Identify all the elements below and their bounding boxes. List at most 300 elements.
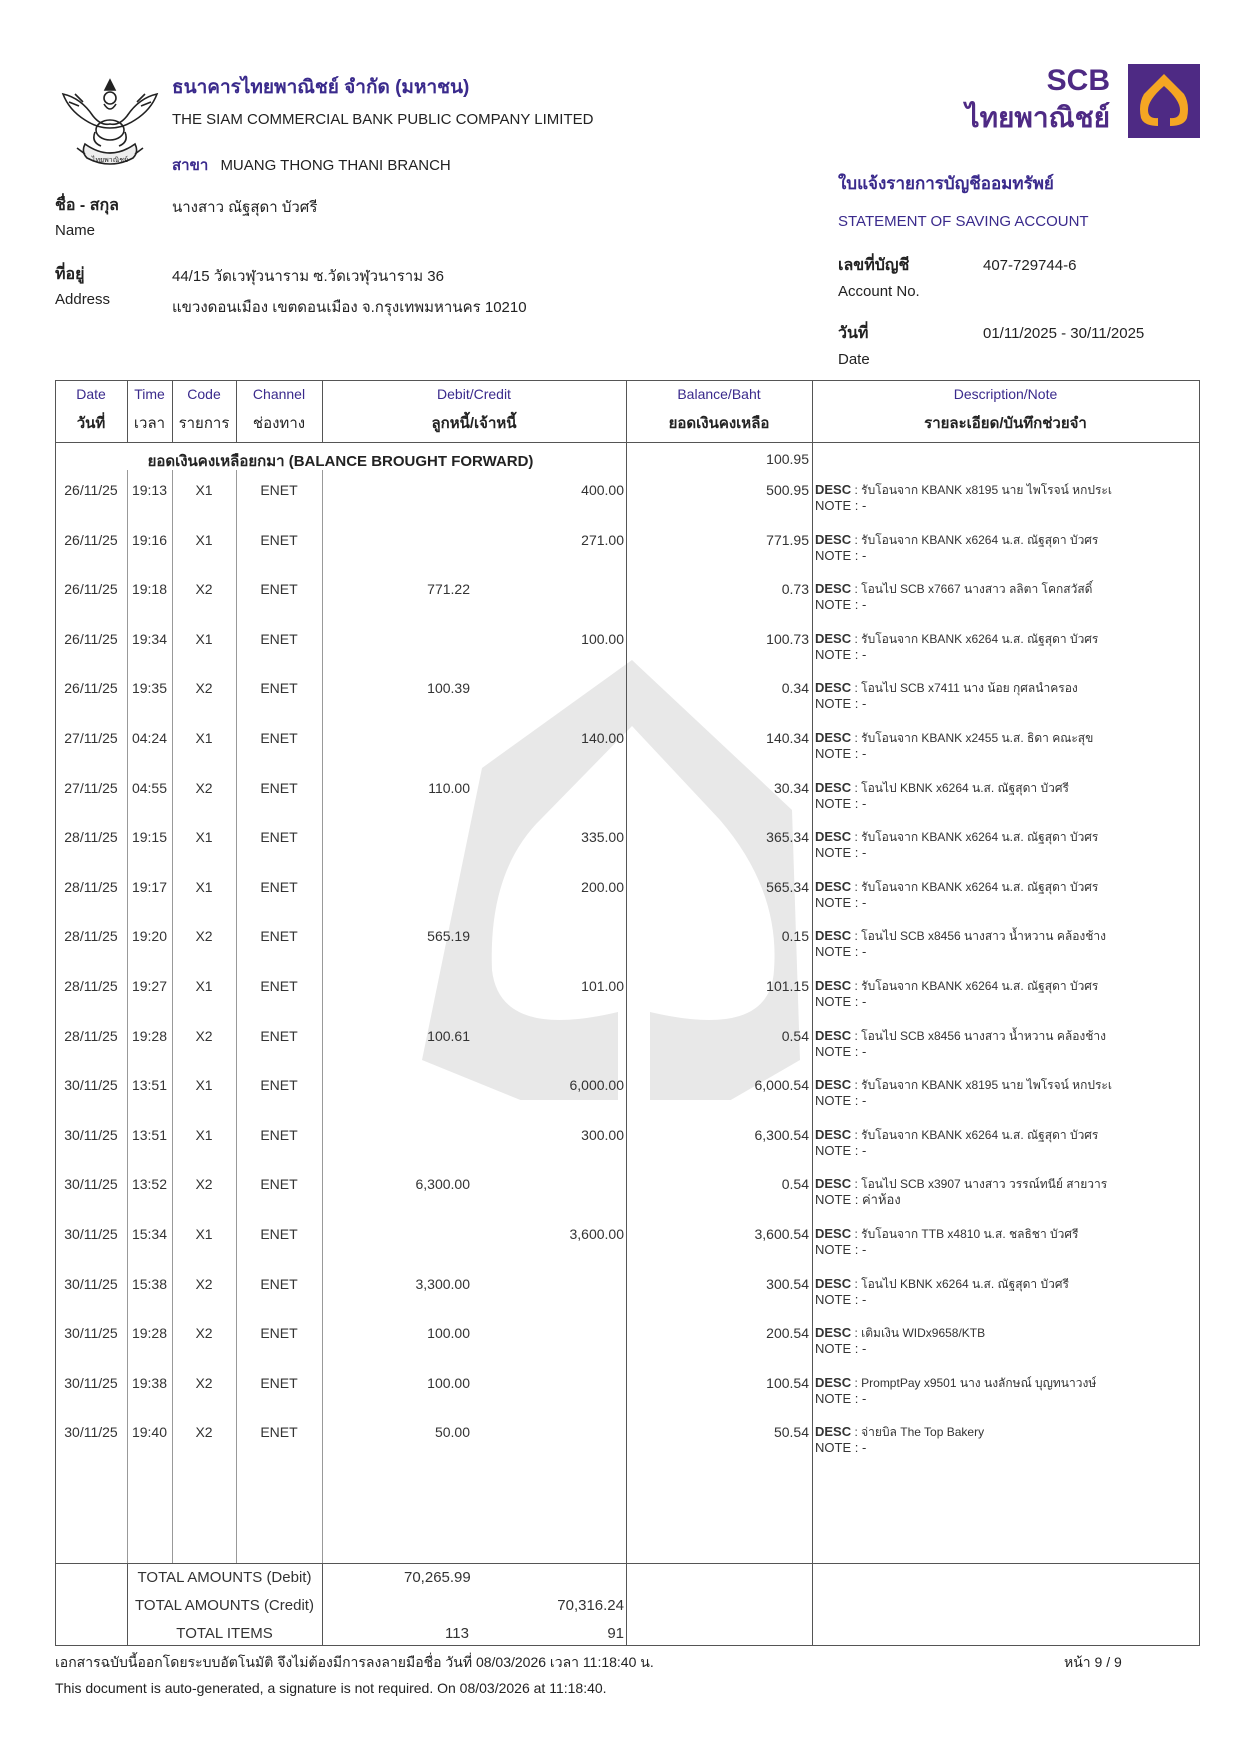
note-line: NOTE : - — [815, 845, 867, 860]
row-balance: 200.54 — [766, 1325, 809, 1341]
row-debit: 100.39 — [427, 680, 470, 696]
customer-name: นางสาว ณัฐสุดา บัวศรี — [172, 199, 318, 216]
note-line: NOTE : - — [815, 1391, 867, 1406]
note-line: NOTE : - — [815, 696, 867, 711]
row-balance: 500.95 — [766, 482, 809, 498]
note-prefix: NOTE — [815, 1192, 852, 1207]
row-description — [815, 780, 1069, 812]
desc-prefix: DESC — [815, 1375, 852, 1390]
row-description — [815, 730, 1093, 762]
row-balance: 0.34 — [781, 680, 809, 696]
row-description — [815, 482, 1112, 514]
scb-logo — [960, 64, 1200, 138]
note-line: NOTE : - — [815, 647, 867, 662]
desc-text: โอนไป SCB x8456 นางสาว น้ำหวาน คล้องช้าง — [861, 929, 1107, 943]
desc-text: รับโอนจาก KBANK x6264 น.ส. ณัฐสุดา บัวศร — [861, 830, 1099, 844]
desc-prefix: DESC — [815, 532, 852, 547]
note-prefix: NOTE — [815, 1440, 852, 1455]
desc-prefix: DESC — [815, 780, 852, 795]
logo-badge — [1128, 64, 1200, 138]
row-time: 19:17 — [131, 879, 168, 895]
row-credit: 101.00 — [581, 978, 624, 994]
column-header-balance: Balance/Baht ยอดเงินคงเหลือ — [668, 386, 770, 432]
row-balance: 101.15 — [766, 978, 809, 994]
row-balance: 50.54 — [773, 1424, 809, 1440]
statement-title-th: ใบแจ้งรายการบัญชีออมทรัพย์ — [838, 174, 1054, 193]
desc-text: รับโอนจาก KBANK x8195 นาย ไพโรจน์ หกประเ — [861, 483, 1112, 497]
row-date: 30/11/25 — [64, 1226, 118, 1242]
note-line: NOTE : - — [815, 796, 867, 811]
desc-prefix: DESC — [815, 1176, 852, 1191]
desc-prefix: DESC — [815, 1028, 852, 1043]
row-time: 15:34 — [131, 1226, 168, 1242]
desc-line: DESC : โอนไป KBNK x6264 น.ส. ณัฐสุดา บัวศรี — [815, 780, 1069, 795]
row-date: 26/11/25 — [64, 680, 118, 696]
row-description — [815, 1424, 984, 1456]
date-label-th: วันที่ — [838, 325, 869, 342]
desc-line: DESC : รับโอนจาก KBANK x2455 น.ส. ธิดา คณะสุข — [815, 730, 1094, 745]
footer-notice-th: เอกสารฉบับนี้ออกโดยระบบอัตโนมัติ จึงไม่ต้องมีการลงลายมือชื่อ วันที่ 08/03/2026 เวลา 11:18:40 น. — [55, 1654, 654, 1670]
row-code: X1 — [195, 532, 213, 548]
desc-prefix: DESC — [815, 1077, 852, 1092]
row-date: 26/11/25 — [64, 581, 118, 597]
balance-brought-forward-label: ยอดเงินคงเหลือยกมา (BALANCE BROUGHT FORWARD) — [147, 453, 534, 470]
row-credit: 3,600.00 — [569, 1226, 624, 1242]
row-credit: 271.00 — [581, 532, 624, 548]
row-date: 30/11/25 — [64, 1424, 118, 1440]
account-number: 407-729744-6 — [983, 257, 1077, 274]
row-credit: 400.00 — [581, 482, 624, 498]
note-prefix: NOTE — [815, 597, 852, 612]
note-line: NOTE : - — [815, 1143, 867, 1158]
row-code: X2 — [195, 1375, 213, 1391]
desc-prefix: DESC — [815, 928, 852, 943]
desc-prefix: DESC — [815, 1226, 852, 1241]
row-time: 15:38 — [131, 1276, 168, 1292]
desc-line: DESC : โอนไป KBNK x6264 น.ส. ณัฐสุดา บัวศรี — [815, 1276, 1069, 1291]
row-time: 19:20 — [131, 928, 168, 944]
note-text: - — [861, 597, 867, 612]
note-text: - — [861, 895, 867, 910]
row-time: 19:16 — [131, 532, 168, 548]
row-balance: 0.54 — [781, 1028, 809, 1044]
row-time: 19:40 — [131, 1424, 168, 1440]
desc-text: รับโอนจาก KBANK x6264 น.ส. ณัฐสุดา บัวศร — [861, 632, 1099, 646]
note-text: - — [861, 1440, 867, 1455]
note-prefix: NOTE — [815, 1341, 852, 1356]
address-label-th: ที่อยู่ — [55, 266, 85, 283]
row-channel: ENET — [260, 928, 298, 944]
note-prefix: NOTE — [815, 696, 852, 711]
row-date: 28/11/25 — [64, 978, 118, 994]
note-text: - — [861, 845, 867, 860]
desc-prefix: DESC — [815, 1127, 852, 1142]
row-time: 13:51 — [131, 1127, 168, 1143]
note-text: - — [861, 746, 867, 761]
row-code: X1 — [195, 631, 213, 647]
row-code: X2 — [195, 1176, 213, 1192]
row-time: 13:52 — [131, 1176, 168, 1192]
desc-line: DESC : โอนไป SCB x8456 นางสาว น้ำหวาน คล้องช้าง — [815, 1028, 1107, 1043]
row-debit: 6,300.00 — [415, 1176, 470, 1192]
statement-title-en: STATEMENT OF SAVING ACCOUNT — [838, 213, 1089, 230]
row-balance: 6,000.54 — [754, 1077, 809, 1093]
row-code: X1 — [195, 482, 213, 498]
total-debit-value: 70,265.99 — [404, 1569, 471, 1586]
note-text: - — [861, 1341, 867, 1356]
desc-line: DESC : โอนไป SCB x8456 นางสาว น้ำหวาน คล้องช้าง — [815, 928, 1107, 943]
row-time: 04:24 — [131, 730, 168, 746]
row-description — [815, 1375, 1096, 1407]
row-description — [815, 581, 1092, 613]
total-credit-label: TOTAL AMOUNTS (Credit) — [135, 1597, 314, 1614]
note-text: - — [861, 796, 867, 811]
row-channel: ENET — [260, 978, 298, 994]
logo-text-th: ไทยพาณิชย์ — [965, 102, 1110, 133]
note-line: NOTE : - — [815, 498, 867, 513]
note-prefix: NOTE — [815, 796, 852, 811]
desc-line: DESC : รับโอนจาก KBANK x8195 นาย ไพโรจน์ หกประเ — [815, 482, 1112, 497]
row-description — [815, 1127, 1098, 1159]
row-code: X2 — [195, 1276, 213, 1292]
desc-prefix: DESC — [815, 680, 852, 695]
note-text: - — [861, 1292, 867, 1307]
desc-text: รับโอนจาก KBANK x6264 น.ส. ณัฐสุดา บัวศร — [861, 533, 1099, 547]
note-line: NOTE : - — [815, 895, 867, 910]
row-date: 28/11/25 — [64, 879, 118, 895]
note-text: - — [861, 498, 867, 513]
column-header-description: Description/Note รายละเอียด/บันทึกช่วยจำ — [924, 386, 1087, 432]
address-line-2: แขวงดอนเมือง เขตดอนเมือง จ.กรุงเทพมหานคร 10210 — [172, 299, 527, 316]
column-header-debit-credit: Debit/Credit ลูกหนี้/เจ้าหนี้ — [431, 386, 517, 432]
row-balance: 100.73 — [766, 631, 809, 647]
column-header-time: Time เวลา — [133, 386, 166, 432]
desc-prefix: DESC — [815, 1424, 852, 1439]
desc-line: DESC : รับโอนจาก KBANK x8195 นาย ไพโรจน์ หกประเ — [815, 1077, 1112, 1092]
desc-line: DESC : PromptPay x9501 นาง นงลักษณ์ บุญทนาวงษ์ — [815, 1375, 1097, 1390]
row-credit: 140.00 — [581, 730, 624, 746]
desc-text: PromptPay x9501 นาง นงลักษณ์ บุญทนาวงษ์ — [861, 1376, 1097, 1390]
row-code: X1 — [195, 829, 213, 845]
row-code: X2 — [195, 1325, 213, 1341]
note-prefix: NOTE — [815, 498, 852, 513]
note-prefix: NOTE — [815, 1242, 852, 1257]
row-balance: 0.73 — [781, 581, 809, 597]
row-balance: 0.15 — [781, 928, 809, 944]
row-credit: 200.00 — [581, 879, 624, 895]
desc-prefix: DESC — [815, 581, 852, 596]
name-label-en: Name — [55, 222, 96, 239]
row-description — [815, 1176, 1107, 1208]
note-line: NOTE : ค่าห้อง — [815, 1192, 901, 1207]
note-line: NOTE : - — [815, 1292, 867, 1307]
row-code: X1 — [195, 1226, 213, 1242]
svg-text:ไทยพาณิชย์: ไทยพาณิชย์ — [91, 156, 129, 164]
desc-prefix: DESC — [815, 730, 852, 745]
row-channel: ENET — [260, 1176, 298, 1192]
desc-prefix: DESC — [815, 631, 852, 646]
row-credit: 300.00 — [581, 1127, 624, 1143]
desc-prefix: DESC — [815, 829, 852, 844]
desc-line: DESC : รับโอนจาก KBANK x6264 น.ส. ณัฐสุดา บัวศร — [815, 829, 1099, 844]
desc-line: DESC : รับโอนจาก TTB x4810 น.ส. ชลธิชา บัวศรี — [815, 1226, 1079, 1241]
note-prefix: NOTE — [815, 845, 852, 860]
bank-name-english: THE SIAM COMMERCIAL BANK PUBLIC COMPANY LIMITED — [172, 111, 594, 128]
row-code: X2 — [195, 928, 213, 944]
date-range: 01/11/2025 - 30/11/2025 — [983, 325, 1145, 342]
note-text: - — [861, 548, 867, 563]
note-prefix: NOTE — [815, 1143, 852, 1158]
row-date: 28/11/25 — [64, 829, 118, 845]
note-text: - — [861, 994, 867, 1009]
row-description — [815, 829, 1098, 861]
row-credit: 335.00 — [581, 829, 624, 845]
desc-text: โอนไป SCB x7411 นาง น้อย กุศลนำครอง — [861, 681, 1078, 695]
row-channel: ENET — [260, 1375, 298, 1391]
desc-text: โอนไป SCB x3907 นางสาว วรรณ์ทนีย์ สายวาร — [861, 1177, 1108, 1191]
row-code: X2 — [195, 1424, 213, 1440]
row-date: 28/11/25 — [64, 1028, 118, 1044]
date-label-en: Date — [838, 351, 870, 368]
row-code: X1 — [195, 1127, 213, 1143]
desc-line: DESC : รับโอนจาก KBANK x6264 น.ส. ณัฐสุดา บัวศร — [815, 879, 1099, 894]
note-prefix: NOTE — [815, 1292, 852, 1307]
bank-emblem — [55, 72, 165, 172]
note-line: NOTE : - — [815, 597, 867, 612]
row-channel: ENET — [260, 879, 298, 895]
column-header-channel: Channel ช่องทาง — [252, 386, 306, 432]
branch-value: MUANG THONG THANI BRANCH — [220, 157, 451, 174]
note-line: NOTE : - — [815, 746, 867, 761]
desc-text: เติมเงิน WIDx9658/KTB — [861, 1326, 986, 1340]
row-date: 27/11/25 — [64, 730, 118, 746]
account-label-th: เลขที่บัญชี — [838, 257, 910, 274]
row-balance: 300.54 — [766, 1276, 809, 1292]
desc-prefix: DESC — [815, 1276, 852, 1291]
row-description — [815, 680, 1078, 712]
row-debit: 50.00 — [434, 1424, 470, 1440]
row-date: 30/11/25 — [64, 1127, 118, 1143]
note-prefix: NOTE — [815, 1044, 852, 1059]
row-debit: 771.22 — [427, 581, 470, 597]
row-balance: 0.54 — [781, 1176, 809, 1192]
desc-line: DESC : โอนไป SCB x7667 นางสาว ลลิตา โคกสวัสดิ์ — [815, 581, 1093, 596]
note-text: - — [861, 647, 867, 662]
row-channel: ENET — [260, 680, 298, 696]
note-prefix: NOTE — [815, 548, 852, 563]
footer-notice-en: This document is auto-generated, a signature is not required. On 08/03/2026 at 11:18:40. — [55, 1680, 607, 1696]
row-time: 19:18 — [131, 581, 168, 597]
row-balance: 3,600.54 — [754, 1226, 809, 1242]
row-code: X1 — [195, 879, 213, 895]
row-date: 26/11/25 — [64, 482, 118, 498]
row-description — [815, 1028, 1106, 1060]
bank-name-thai: ธนาคารไทยพาณิชย์ จำกัด (มหาชน) — [172, 77, 470, 98]
row-description — [815, 1077, 1112, 1109]
row-time: 19:15 — [131, 829, 168, 845]
row-description — [815, 631, 1098, 663]
note-line: NOTE : - — [815, 1440, 867, 1455]
row-date: 26/11/25 — [64, 631, 118, 647]
total-items-credit: 91 — [607, 1625, 624, 1642]
note-line: NOTE : - — [815, 1341, 867, 1356]
row-balance: 771.95 — [766, 532, 809, 548]
row-date: 27/11/25 — [64, 780, 118, 796]
row-code: X1 — [195, 1077, 213, 1093]
row-code: X1 — [195, 978, 213, 994]
total-items-label: TOTAL ITEMS — [176, 1625, 273, 1642]
balance-brought-forward-value: 100.95 — [766, 451, 809, 467]
total-items-debit: 113 — [445, 1625, 469, 1642]
note-line: NOTE : - — [815, 1044, 867, 1059]
row-time: 19:38 — [131, 1375, 168, 1391]
desc-line: DESC : รับโอนจาก KBANK x6264 น.ส. ณัฐสุดา บัวศร — [815, 631, 1099, 646]
row-balance: 6,300.54 — [754, 1127, 809, 1143]
row-debit: 565.19 — [427, 928, 470, 944]
note-line: NOTE : - — [815, 944, 867, 959]
note-text: - — [861, 1391, 867, 1406]
row-channel: ENET — [260, 829, 298, 845]
note-line: NOTE : - — [815, 1242, 867, 1257]
row-credit: 6,000.00 — [569, 1077, 624, 1093]
total-debit-label: TOTAL AMOUNTS (Debit) — [137, 1569, 312, 1586]
desc-text: โอนไป KBNK x6264 น.ส. ณัฐสุดา บัวศรี — [861, 781, 1069, 795]
row-balance: 140.34 — [766, 730, 809, 746]
row-balance: 365.34 — [766, 829, 809, 845]
row-channel: ENET — [260, 581, 298, 597]
row-channel: ENET — [260, 780, 298, 796]
note-text: - — [861, 1093, 867, 1108]
note-line: NOTE : - — [815, 994, 867, 1009]
address-label-en: Address — [55, 291, 111, 308]
desc-text: จ่ายบิล The Top Bakery — [861, 1425, 985, 1439]
row-code: X2 — [195, 1028, 213, 1044]
branch-label: สาขา — [172, 157, 209, 174]
note-prefix: NOTE — [815, 746, 852, 761]
row-channel: ENET — [260, 1276, 298, 1292]
address-line-1: 44/15 วัดเวฬุวนาราม ซ.วัดเวฬุวนาราม 36 — [172, 268, 444, 285]
row-channel: ENET — [260, 1226, 298, 1242]
desc-prefix: DESC — [815, 482, 852, 497]
note-text: - — [861, 696, 867, 711]
desc-line: DESC : รับโอนจาก KBANK x6264 น.ส. ณัฐสุดา บัวศร — [815, 532, 1099, 547]
row-date: 28/11/25 — [64, 928, 118, 944]
account-label-en: Account No. — [838, 283, 920, 300]
row-date: 26/11/25 — [64, 532, 118, 548]
branch — [172, 153, 451, 177]
desc-text: รับโอนจาก KBANK x2455 น.ส. ธิดา คณะสุข — [861, 731, 1094, 745]
note-prefix: NOTE — [815, 994, 852, 1009]
desc-text: โอนไป SCB x8456 นางสาว น้ำหวาน คล้องช้าง — [861, 1029, 1107, 1043]
row-code: X2 — [195, 780, 213, 796]
row-channel: ENET — [260, 1077, 298, 1093]
row-time: 19:28 — [131, 1325, 168, 1341]
row-description — [815, 532, 1098, 564]
desc-line: DESC : เติมเงิน WIDx9658/KTB — [815, 1325, 986, 1340]
desc-line: DESC : โอนไป SCB x7411 นาง น้อย กุศลนำครอง — [815, 680, 1078, 695]
row-channel: ENET — [260, 482, 298, 498]
desc-text: รับโอนจาก KBANK x8195 นาย ไพโรจน์ หกประเ — [861, 1078, 1112, 1092]
desc-text: รับโอนจาก KBANK x6264 น.ส. ณัฐสุดา บัวศร — [861, 1128, 1099, 1142]
column-header-code: Code รายการ — [178, 386, 230, 432]
column-header-date: Date วันที่ — [76, 386, 106, 432]
note-prefix: NOTE — [815, 944, 852, 959]
total-credit-value: 70,316.24 — [557, 1597, 624, 1614]
row-time: 19:28 — [131, 1028, 168, 1044]
row-debit: 100.00 — [427, 1375, 470, 1391]
row-date: 30/11/25 — [64, 1325, 118, 1341]
desc-line: DESC : โอนไป SCB x3907 นางสาว วรรณ์ทนีย์ สายวาร — [815, 1176, 1108, 1191]
page-number: หน้า 9 / 9 — [1064, 1654, 1122, 1670]
note-line: NOTE : - — [815, 1093, 867, 1108]
note-prefix: NOTE — [815, 647, 852, 662]
row-date: 30/11/25 — [64, 1176, 118, 1192]
desc-prefix: DESC — [815, 879, 852, 894]
row-balance: 565.34 — [766, 879, 809, 895]
row-date: 30/11/25 — [64, 1276, 118, 1292]
row-balance: 100.54 — [766, 1375, 809, 1391]
note-prefix: NOTE — [815, 1093, 852, 1108]
row-channel: ENET — [260, 1028, 298, 1044]
row-balance: 30.34 — [773, 780, 809, 796]
desc-text: โอนไป SCB x7667 นางสาว ลลิตา โคกสวัสดิ์ — [861, 582, 1093, 596]
row-description — [815, 879, 1098, 911]
row-debit: 100.61 — [427, 1028, 470, 1044]
row-description — [815, 1325, 985, 1357]
note-prefix: NOTE — [815, 1391, 852, 1406]
note-prefix: NOTE — [815, 895, 852, 910]
note-text: - — [861, 1242, 867, 1257]
row-time: 19:35 — [131, 680, 168, 696]
row-debit: 110.00 — [428, 780, 470, 796]
row-credit: 100.00 — [581, 631, 624, 647]
row-time: 19:34 — [131, 631, 168, 647]
row-code: X2 — [195, 680, 213, 696]
row-channel: ENET — [260, 730, 298, 746]
row-debit: 3,300.00 — [415, 1276, 470, 1292]
desc-line: DESC : รับโอนจาก KBANK x6264 น.ส. ณัฐสุดา บัวศร — [815, 978, 1099, 993]
row-code: X2 — [195, 581, 213, 597]
row-date: 30/11/25 — [64, 1077, 118, 1093]
row-description — [815, 1276, 1069, 1308]
note-text: - — [861, 1044, 867, 1059]
note-text: - — [861, 1143, 867, 1158]
desc-text: รับโอนจาก KBANK x6264 น.ส. ณัฐสุดา บัวศร — [861, 979, 1099, 993]
desc-prefix: DESC — [815, 978, 852, 993]
desc-text: รับโอนจาก TTB x4810 น.ส. ชลธิชา บัวศรี — [861, 1227, 1079, 1241]
row-description — [815, 928, 1106, 960]
row-time: 19:27 — [131, 978, 168, 994]
row-description — [815, 978, 1098, 1010]
row-description — [815, 1226, 1078, 1258]
row-channel: ENET — [260, 1424, 298, 1440]
desc-line: DESC : รับโอนจาก KBANK x6264 น.ส. ณัฐสุดา บัวศร — [815, 1127, 1099, 1142]
row-channel: ENET — [260, 1325, 298, 1341]
desc-line: DESC : จ่ายบิล The Top Bakery — [815, 1424, 985, 1439]
desc-text: รับโอนจาก KBANK x6264 น.ส. ณัฐสุดา บัวศร — [861, 880, 1099, 894]
row-channel: ENET — [260, 532, 298, 548]
note-text: ค่าห้อง — [861, 1192, 901, 1207]
row-time: 19:13 — [131, 482, 168, 498]
note-text: - — [861, 944, 867, 959]
desc-prefix: DESC — [815, 1325, 852, 1340]
row-code: X1 — [195, 730, 213, 746]
row-debit: 100.00 — [427, 1325, 470, 1341]
row-channel: ENET — [260, 1127, 298, 1143]
name-label-th: ชื่อ - สกุล — [55, 197, 119, 214]
desc-text: โอนไป KBNK x6264 น.ส. ณัฐสุดา บัวศรี — [861, 1277, 1069, 1291]
note-line: NOTE : - — [815, 548, 867, 563]
